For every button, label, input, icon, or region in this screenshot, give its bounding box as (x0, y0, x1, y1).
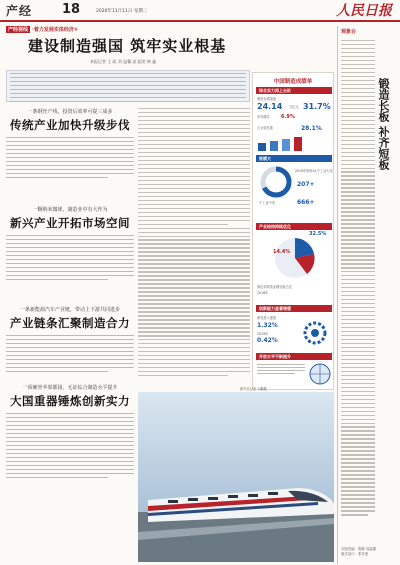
stat-value: 666+ (297, 199, 315, 206)
article-deck: 一条新能源汽车产业链，带动上下游共同进步 (19, 307, 120, 313)
stat-value: 0.42% (257, 337, 278, 344)
article-headline: 传统产业加快升级步伐 (10, 118, 130, 132)
article-headline: 新兴产业开拓市场空间 (10, 216, 130, 230)
section-bar: 创新能力显著增强 (256, 305, 332, 312)
stat-value: 6.9% (281, 114, 295, 120)
stat-label: 制造业增加值 (257, 97, 277, 101)
stat-value: 31.7% (303, 102, 331, 111)
commentary-body (341, 40, 375, 518)
high-speed-train-image (138, 392, 334, 562)
stat-label: 高技术制造业增加值占比 (257, 285, 293, 289)
gear-icon (299, 317, 331, 349)
stat-value: 207+ (297, 181, 315, 188)
commentary-column (337, 26, 397, 564)
stat-label: 年均增长 (257, 115, 270, 119)
section-bar: 开放水平不断提升 (256, 353, 332, 360)
infographic-title: 中国制造成绩单 (273, 79, 313, 85)
growth-bars-graphic (256, 135, 332, 151)
design-line: 版式设计：张芳曼 (341, 551, 369, 556)
stat-label: 占全球比重 (257, 126, 273, 130)
newspaper-logo: 人民日报 (336, 3, 392, 19)
article-headline: 大国重器锤炼创新实力 (10, 394, 130, 408)
stat-value: 32.5% (309, 231, 327, 237)
page-header (0, 0, 400, 22)
lead-byline: 本报记者 王 政 刘 温馨 邱 超奕 韩 鑫 (90, 59, 157, 64)
section-name: 产经 (6, 4, 33, 18)
globe-icon (307, 361, 333, 387)
article-deck: 一项硬骨苹果都扬，无证综合制造水平提升 (22, 385, 118, 391)
stat-value: 14.4% (273, 249, 291, 255)
article-deck: 一条钢丝产线，投资后效率可提三成多 (27, 109, 113, 115)
article-deck: 一颗纳米微球，制造业中有大作为 (32, 207, 108, 213)
stat-unit: 万亿元 (289, 105, 299, 109)
commentary-title (376, 78, 396, 170)
section-bar: 产业结构持续优化 (256, 223, 332, 230)
photo-credit: 新华社记者 于鹏摄 (240, 387, 267, 391)
issue-date: 2020年11月11日 星期三 (96, 9, 148, 14)
infographic-panel (252, 72, 334, 390)
article-3 (6, 306, 134, 375)
stat-label: 研发投入强度 (257, 316, 277, 320)
stat-value: 1.32% (257, 322, 278, 329)
page-number: 18 (62, 2, 81, 17)
article-2 (6, 206, 134, 283)
stat-value: 24.14 (257, 102, 283, 111)
kicker-tag: 产经视线 (8, 27, 29, 33)
article-1 (6, 108, 134, 181)
lead-summary-box (6, 70, 250, 102)
structure-pie-graphic (257, 233, 333, 283)
section-bar: 综合实力再上台阶 (256, 87, 332, 94)
open-section-text (257, 364, 305, 377)
stat-value: 28.1% (301, 125, 322, 132)
section-bar: 规模大 (256, 155, 332, 162)
kicker-text: ·着力发展实体经济① (32, 27, 79, 33)
stat-label: 个工业中类 (259, 201, 275, 205)
article-headline: 产业链条汇聚制造合力 (10, 316, 130, 330)
train-photo (138, 392, 334, 562)
commentary-title-text: 锻造长板 补齐短板 (377, 78, 390, 170)
editor-line: 本版责编：陈静 刘温馨 (341, 547, 376, 551)
lead-headline: 建设制造强国 筑牢实业根基 (28, 37, 227, 55)
article-4 (6, 384, 134, 481)
column-header: 观象台 (341, 29, 357, 35)
editor-credits (341, 547, 376, 556)
article-body-column (138, 108, 250, 379)
kicker (6, 26, 78, 33)
industry-ring-graphic (259, 165, 293, 199)
stat-label: 2016年 (257, 291, 269, 295)
stat-label: 2019年 (257, 332, 269, 336)
stat-label: 2019年拥有41个工业大类 (295, 169, 333, 173)
